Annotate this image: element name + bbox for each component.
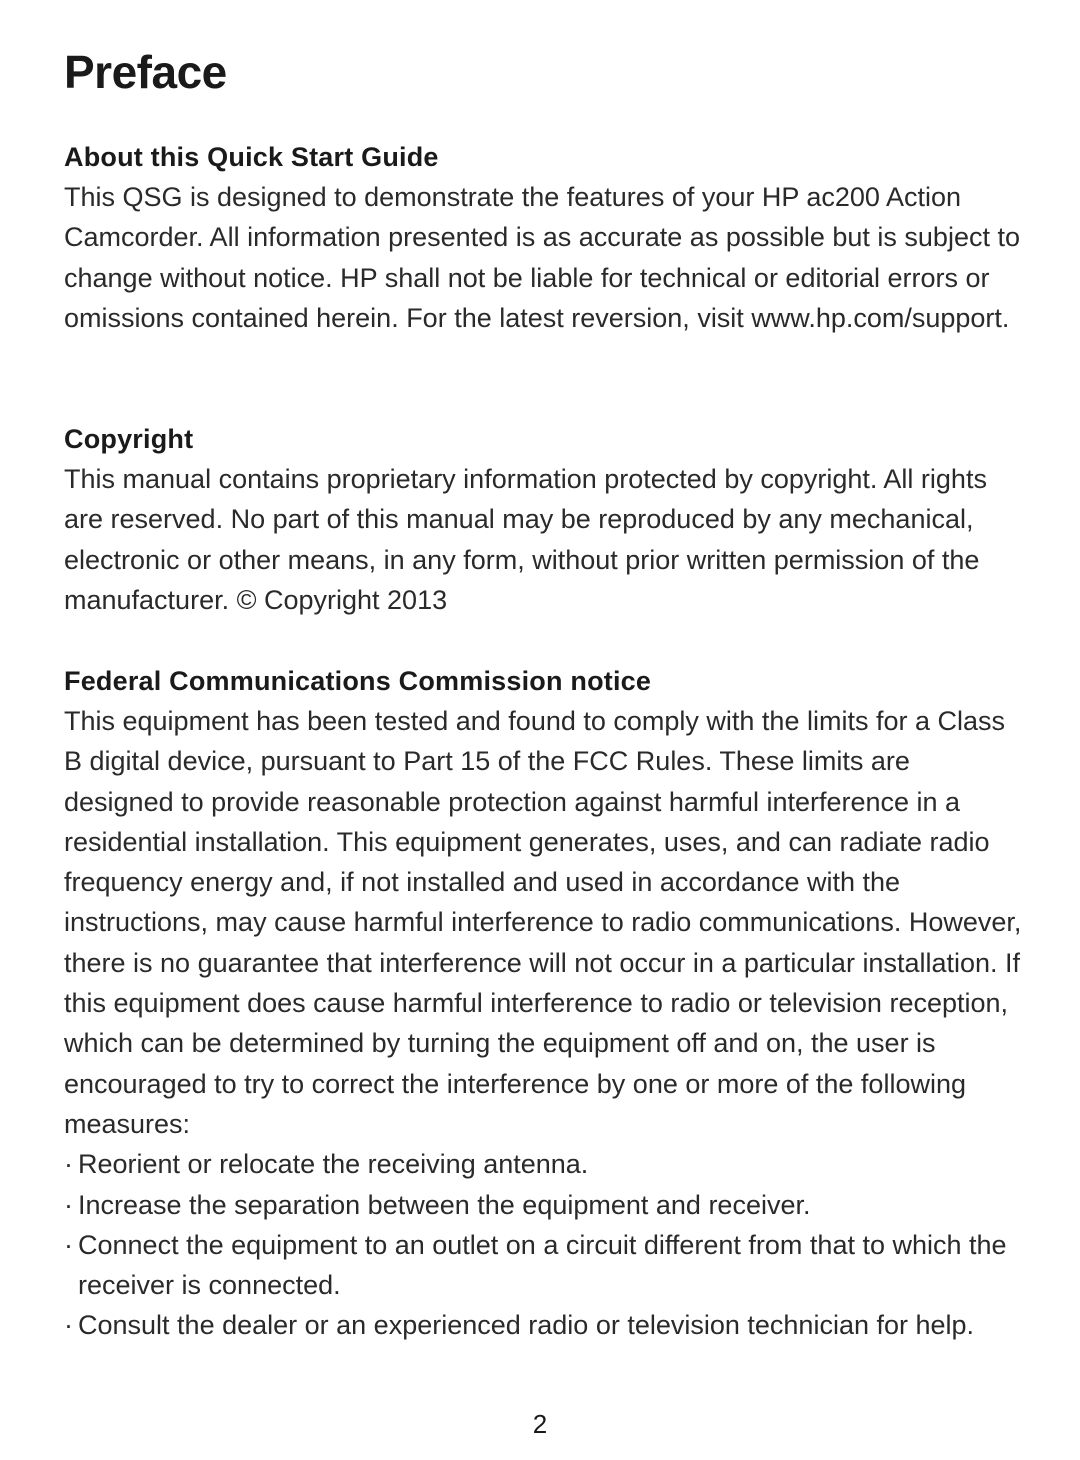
page-title: Preface <box>64 46 227 98</box>
section-copyright <box>64 419 1024 620</box>
section-fcc <box>64 661 1024 1346</box>
page-number: 2 <box>532 1409 548 1439</box>
section-body-copyright: This manual contains proprietary information protected by copyright. All rights are reserved. No part of this manual may be reproduced by any mechanical, electronic or other means, in any form, without prior written permission of the manufacturer. © Copyright 2013 <box>64 464 987 615</box>
list-item: · Reorient or relocate the receiving antenna. <box>64 1144 1024 1184</box>
section-heading-copyright: Copyright <box>64 424 194 454</box>
section-about <box>64 137 1024 338</box>
section-heading-about: About this Quick Start Guide <box>64 142 439 172</box>
list-item: · Consult the dealer or an experienced radio or television technician for help. <box>64 1305 1024 1345</box>
section-body-fcc: This equipment has been tested and found to comply with the limits for a Class B digital device, pursuant to Part 15 of the FCC Rules. These limits are designed to provide reasonable protection against harmful interference in a residential installation. This equipment generates, uses, and can radiate radio frequency energy and, if not installed and used in accordance with the instructions, may cause harmful interference to radio communications. However, there is no guarantee that interference will not occur in a particular installation. If this equipment does cause harmful interference to radio or television reception, which can be determined by turning the equipment off and on, the user is encouraged to try to correct the interference by one or more of the following measures: <box>64 706 1022 1139</box>
list-item: · Increase the separation between the equipment and receiver. <box>64 1185 1024 1225</box>
section-heading-fcc: Federal Communications Commission notice <box>64 666 652 696</box>
section-body-about: This QSG is designed to demonstrate the features of your HP ac200 Action Camcorder. All information presented is as accurate as possible but is subject to change without notice. HP shall not be liable for technical or editorial errors or omissions contained herein. For the latest reversion, visit www.hp.com/support. <box>64 182 1020 333</box>
measures-list <box>64 1144 1024 1345</box>
list-item: · Connect the equipment to an outlet on a circuit different from that to which the receiver is connected. <box>64 1225 1024 1306</box>
